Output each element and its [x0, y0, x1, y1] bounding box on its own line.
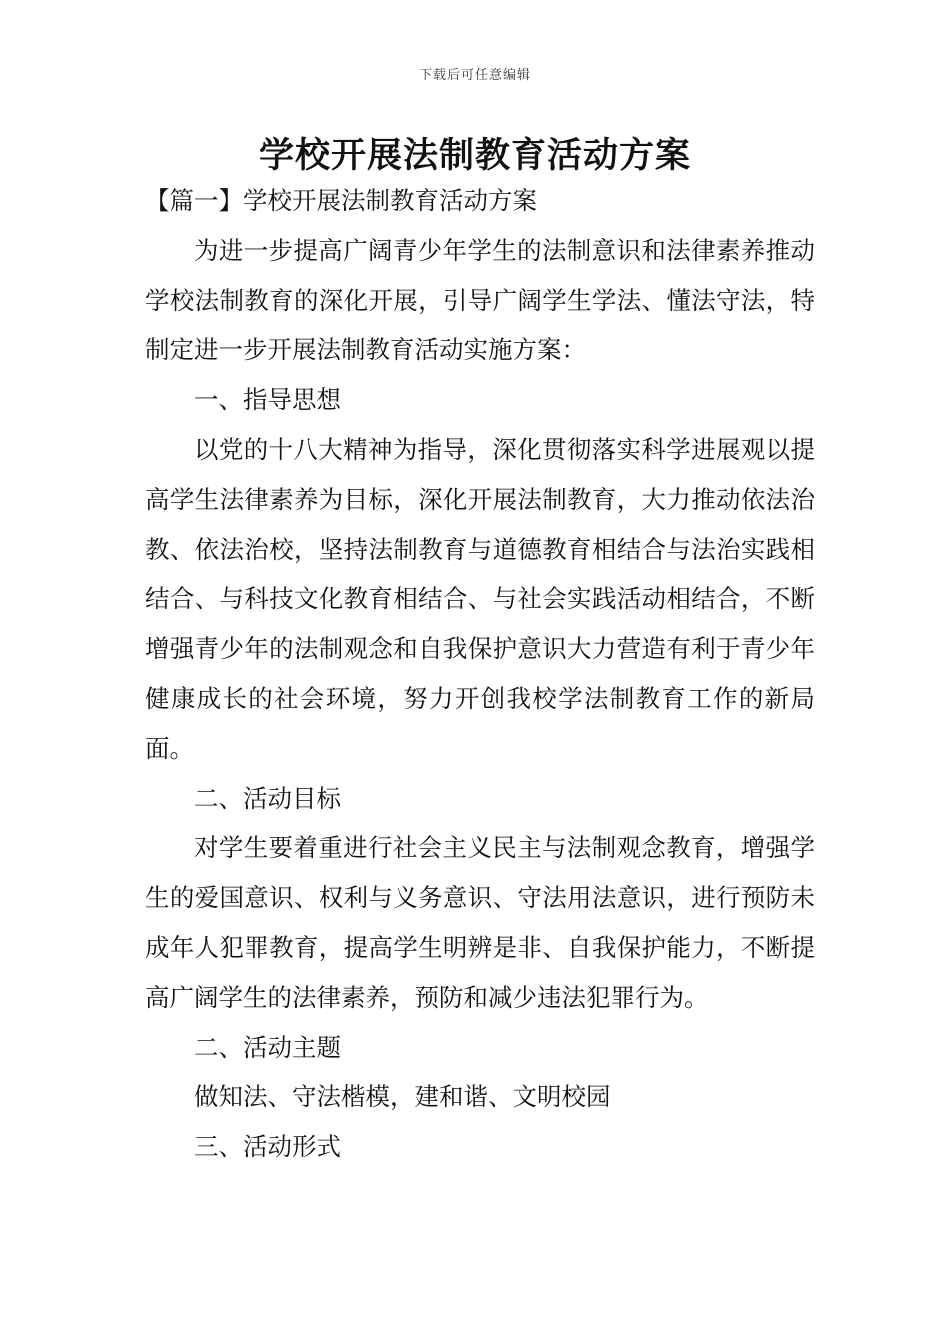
section-heading-part-one: 【篇一】学校开展法制教育活动方案 — [145, 186, 537, 215]
heading-activity-theme: 二、活动主题 — [194, 1032, 341, 1062]
activity-goals-paragraph: 对学生要着重进行社会主义民主与法制观念教育，增强学生的爱国意识、权利与义务意识、守法用法意识，进行预防未成年人犯罪教育，提高学生明辨是非、自我保护能力，不断提高广阔学生的法律素养，预防和减少违法犯罪行为。 — [145, 833, 815, 1012]
heading-guiding-ideology: 一、指导思想 — [194, 385, 341, 415]
heading-activity-goals: 二、活动目标 — [194, 783, 341, 813]
document-body — [145, 176, 815, 1172]
document-title: 学校开展法制教育活动方案 — [258, 136, 691, 176]
activity-theme-paragraph: 做知法、守法楷模，建和谐、文明校园 — [194, 1082, 611, 1112]
page-header-note: 下载后可任意编辑 — [418, 68, 531, 83]
guiding-ideology-paragraph: 以党的十八大精神为指导，深化贯彻落实科学进展观以提高学生法律素养为目标，深化开展法制教育，大力推动依法治教、依法治校，坚持法制教育与道德教育相结合与法治实践相结合、与科技文化教育相结合、与社会实践活动相结合，不断增强青少年的法制观念和自我保护意识大力营造有利于青少年健康成长的社会环境，努力开创我校学法制教育工作的新局面。 — [145, 434, 815, 763]
intro-paragraph: 为进一步提高广阔青少年学生的法制意识和法律素养推动学校法制教育的深化开展，引导广阔学生学法、懂法守法，特制定进一步开展法制教育活动实施方案： — [145, 235, 815, 365]
heading-activity-form: 三、活动形式 — [194, 1132, 341, 1162]
